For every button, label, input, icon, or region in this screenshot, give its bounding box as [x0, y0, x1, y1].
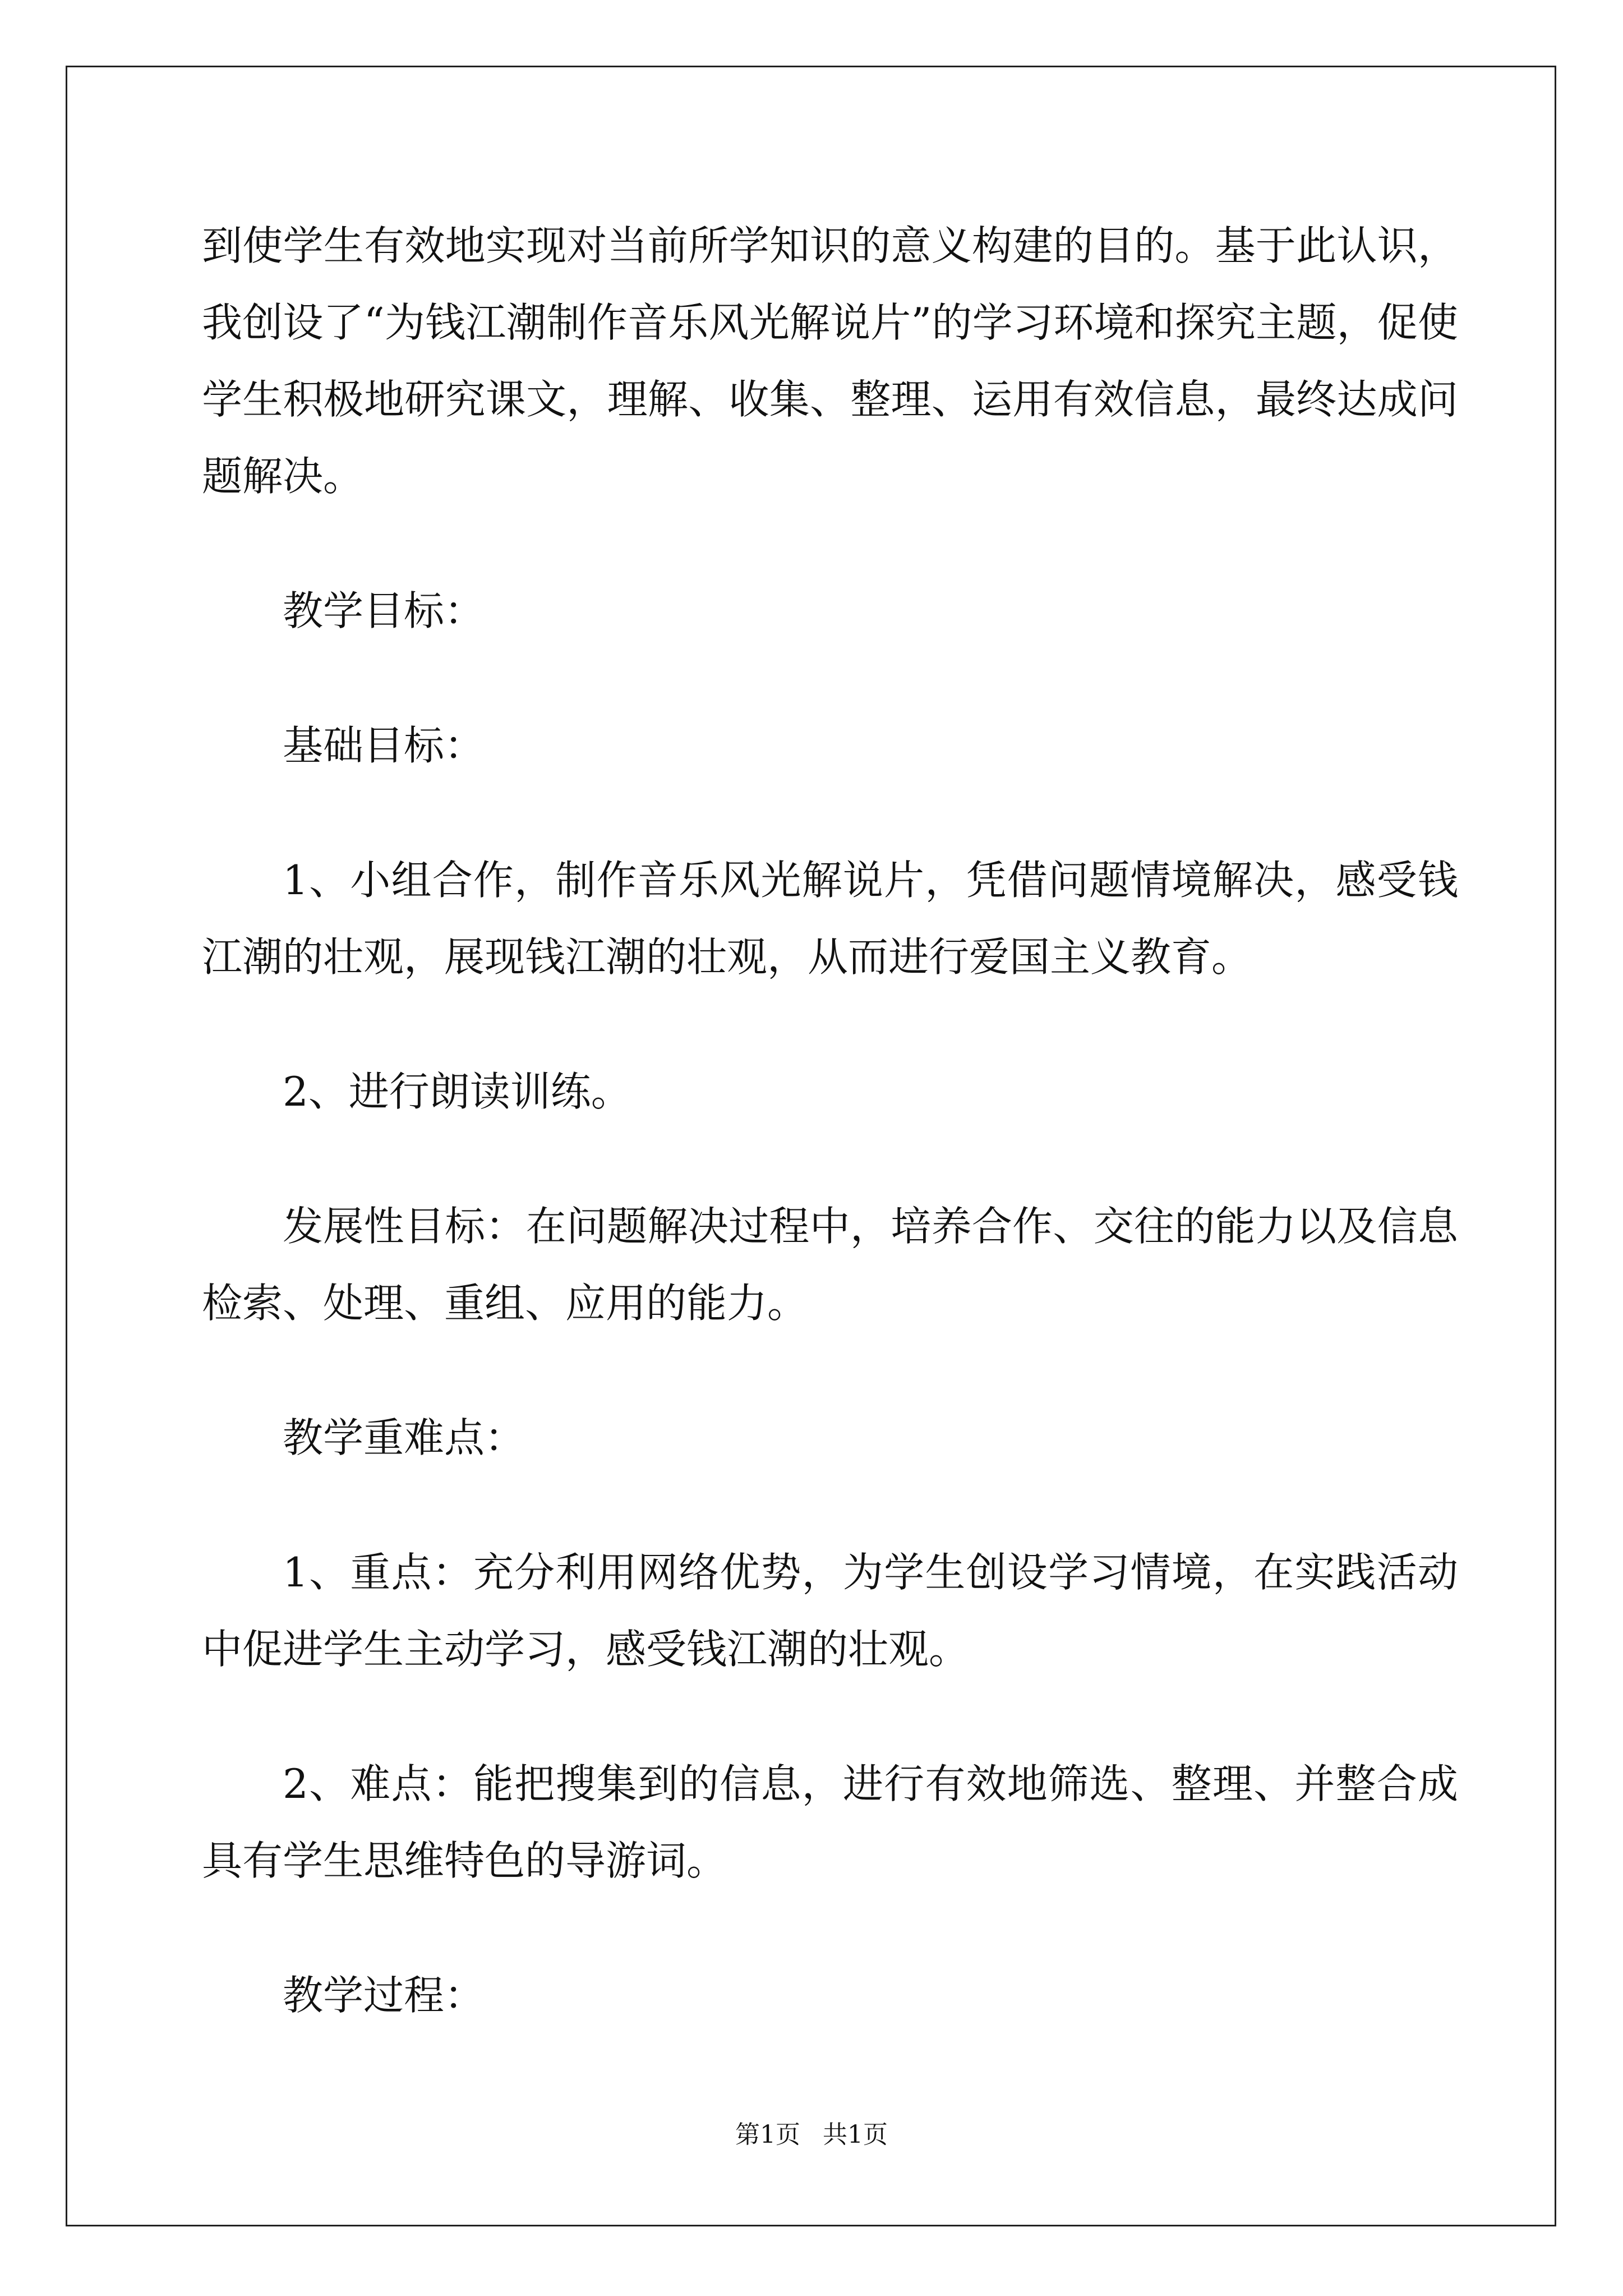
heading-key-difficulties: 教学重难点： [283, 1414, 525, 1461]
heading-teaching-process: 教学过程： [283, 1972, 485, 2019]
page-number: 第1页 [735, 2120, 800, 2149]
heading-teaching-goals: 教学目标： [283, 587, 485, 634]
heading-basic-goals: 基础目标： [283, 722, 485, 769]
paragraph: 发展性目标：在问题解决过程中，培养合作、交往的能力以及信息检索、处理、重组、应用的能力。 [202, 1203, 1458, 1327]
paragraph: 到使学生有效地实现对当前所学知识的意义构建的目的。基于此认识，我创设了“为钱江潮制作音乐风光解说片”的学习环境和探究主题，促使学生积极地研究课文，理解、收集、整理、运用有效信息，最终达成问题解决。 [202, 222, 1458, 500]
page-footer [0, 2118, 1623, 2152]
paragraph: 2、进行朗读训练。 [283, 1068, 631, 1115]
paragraph: 1、重点：充分利用网络优势，为学生创设学习情境，在实践活动中促进学生主动学习，感受钱江潮的壮观。 [202, 1549, 1458, 1673]
paragraph: 1、小组合作，制作音乐风光解说片，凭借问题情境解决，感受钱江潮的壮观，展现钱江潮的壮观，从而进行爱国主义教育。 [202, 857, 1458, 981]
document-body [202, 208, 1458, 2092]
page-total: 共1页 [823, 2120, 888, 2149]
paragraph: 2、难点：能把搜集到的信息，进行有效地筛选、整理、并整合成具有学生思维特色的导游词。 [202, 1760, 1458, 1884]
